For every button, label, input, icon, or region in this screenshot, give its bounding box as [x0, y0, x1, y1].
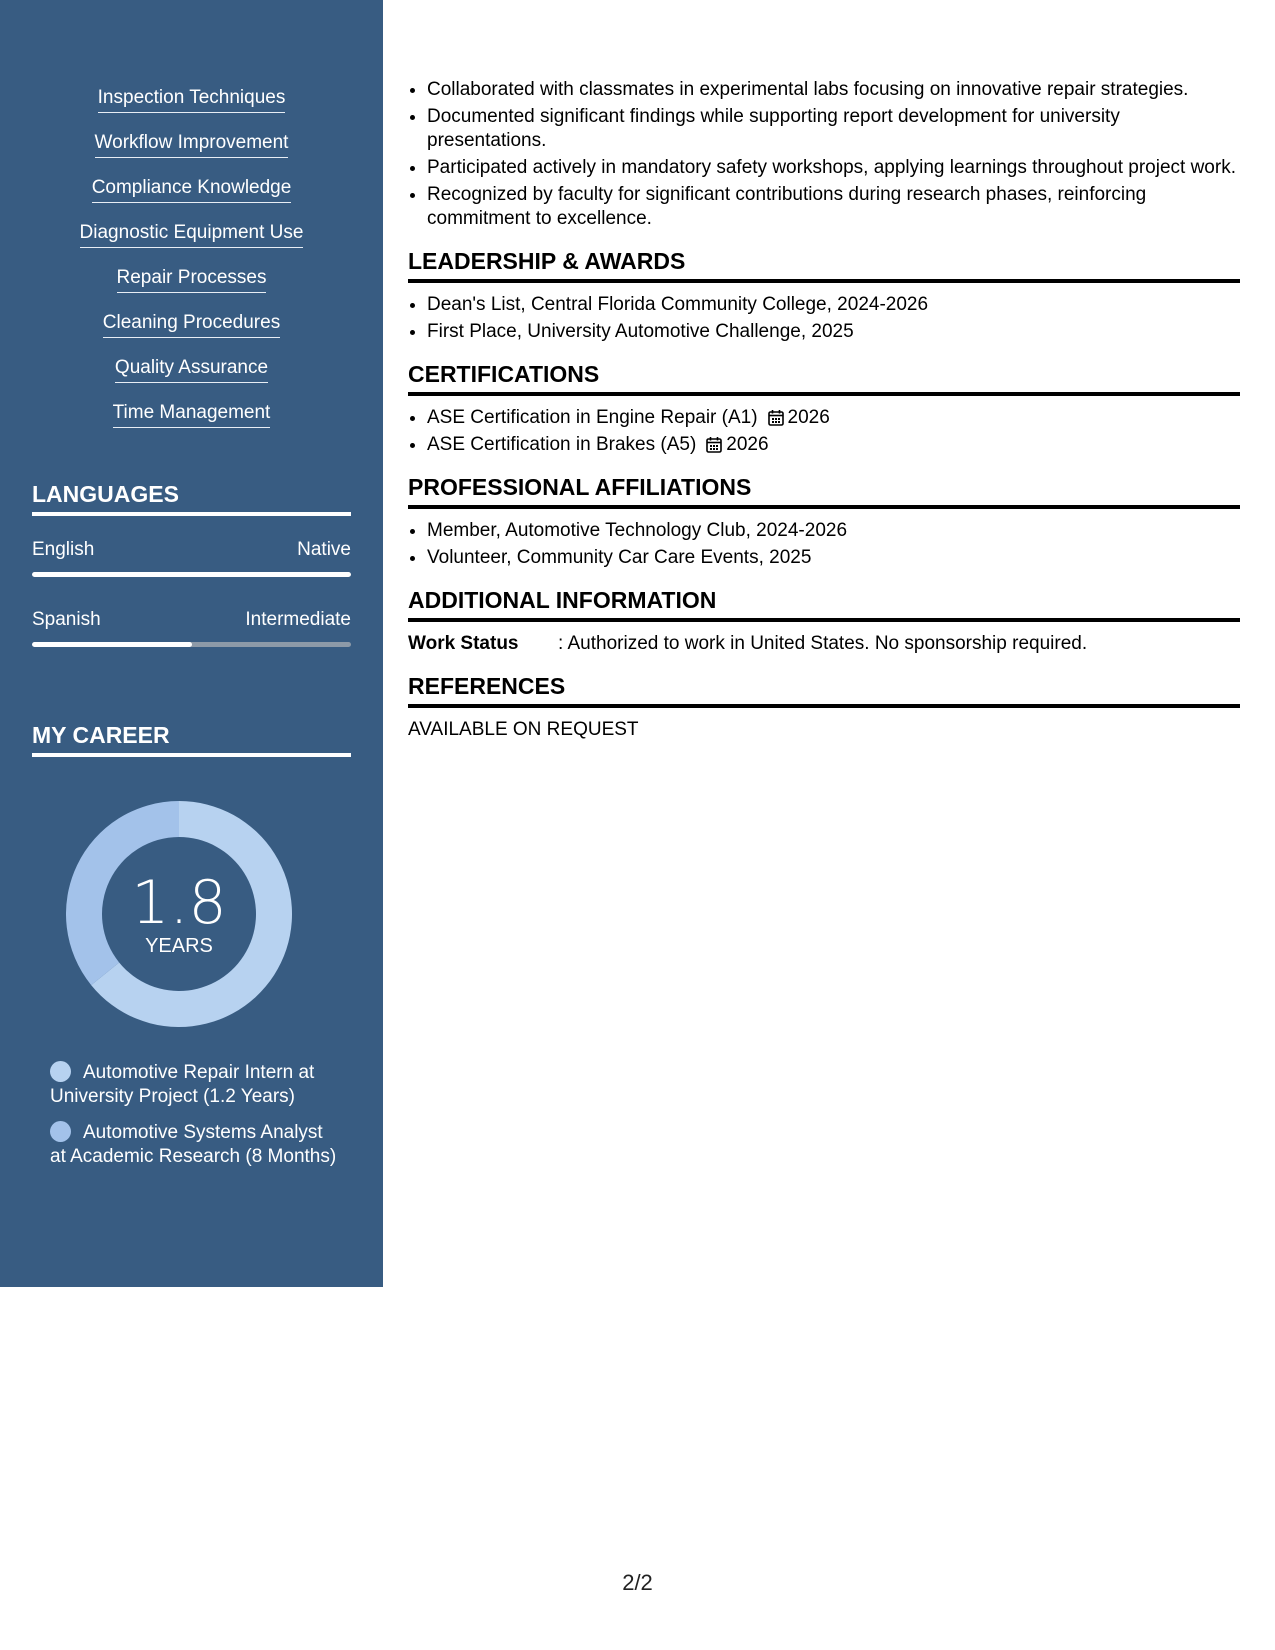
- section-heading-certifications: CERTIFICATIONS: [408, 360, 1240, 396]
- work-status-row: [408, 632, 1240, 656]
- skill-item: [0, 311, 383, 356]
- skill-item: [0, 401, 383, 446]
- certification-name: ASE Certification in Engine Repair (A1): [427, 407, 758, 428]
- skill-item: [0, 86, 383, 131]
- list-item: • Participated actively in mandatory safety workshops, applying learnings throughout project work.: [427, 156, 1240, 180]
- career-legend: [50, 1061, 340, 1181]
- language-item-english: [32, 538, 351, 577]
- career-total-years: 1.8: [131, 868, 227, 938]
- sidebar: [0, 0, 383, 1287]
- skills-list: [0, 86, 383, 446]
- skill-label: Compliance Knowledge: [92, 176, 292, 203]
- certification-name: ASE Certification in Brakes (A5): [427, 434, 697, 455]
- section-heading-affiliations: PROFESSIONAL AFFILIATIONS: [408, 473, 1240, 509]
- skill-item: [0, 356, 383, 401]
- language-name: English: [32, 539, 95, 560]
- list-item: • Recognized by faculty for significant contributions during research phases, reinforcing commitment to excellence.: [427, 183, 1240, 231]
- languages-heading: LANGUAGES: [32, 480, 351, 516]
- page-indicator: 2/2: [622, 1570, 653, 1595]
- experience-bullets: [408, 78, 1240, 231]
- list-item: • Collaborated with classmates in experimental labs focusing on innovative repair strategies.: [427, 78, 1240, 102]
- references-text: AVAILABLE ON REQUEST: [408, 719, 639, 740]
- career-legend-item: [50, 1121, 340, 1169]
- skill-label: Diagnostic Equipment Use: [80, 221, 304, 248]
- language-level: Native: [297, 539, 351, 560]
- calendar-icon: [706, 436, 722, 453]
- career-donut-chart: [66, 801, 292, 1027]
- main-content: [408, 78, 1240, 742]
- section-heading-awards: LEADERSHIP & AWARDS: [408, 247, 1240, 283]
- language-proficiency-bar: [32, 642, 351, 647]
- skill-label: Inspection Techniques: [98, 86, 286, 113]
- awards-list: [408, 293, 1240, 344]
- affiliations-list: [408, 519, 1240, 570]
- language-level: Intermediate: [245, 609, 351, 630]
- certification-year: 2026: [787, 407, 830, 428]
- list-item: • First Place, University Automotive Challenge, 2025: [427, 320, 1240, 344]
- list-item: • Dean's List, Central Florida Community College, 2024-2026: [427, 293, 1240, 317]
- circle-dot-icon: [50, 1121, 71, 1142]
- circle-dot-icon: [50, 1061, 71, 1082]
- list-item: • Member, Automotive Technology Club, 2024-2026: [427, 519, 1240, 543]
- skill-label: Time Management: [113, 401, 271, 428]
- career-legend-item: [50, 1061, 340, 1109]
- list-item: [427, 433, 1240, 457]
- skill-label: Workflow Improvement: [95, 131, 289, 158]
- skill-item: [0, 266, 383, 311]
- skill-item: [0, 131, 383, 176]
- career-legend-label: Automotive Systems Analyst at Academic Research (8 Months): [50, 1122, 337, 1167]
- certifications-list: [408, 406, 1240, 457]
- skill-item: [0, 221, 383, 266]
- career-total-unit: YEARS: [145, 935, 213, 957]
- language-proficiency-bar: [32, 572, 351, 577]
- work-status-value: : Authorized to work in United States. No sponsorship required.: [558, 633, 1088, 654]
- section-heading-references: REFERENCES: [408, 672, 1240, 708]
- career-heading: MY CAREER: [32, 721, 351, 757]
- language-proficiency-fill: [32, 642, 192, 647]
- list-item: • Documented significant findings while supporting report development for university presentations.: [427, 105, 1240, 153]
- career-legend-label: Automotive Repair Intern at University Project (1.2 Years): [50, 1062, 315, 1107]
- section-heading-additional: ADDITIONAL INFORMATION: [408, 586, 1240, 622]
- certification-year: 2026: [726, 434, 769, 455]
- calendar-icon: [768, 409, 784, 426]
- list-item: [427, 406, 1240, 430]
- skill-label: Cleaning Procedures: [103, 311, 280, 338]
- language-proficiency-fill: [32, 572, 351, 577]
- language-name: Spanish: [32, 609, 101, 630]
- list-item: • Volunteer, Community Car Care Events, 2025: [427, 546, 1240, 570]
- language-item-spanish: [32, 608, 351, 647]
- skill-item: [0, 176, 383, 221]
- skill-label: Quality Assurance: [115, 356, 268, 383]
- skill-label: Repair Processes: [117, 266, 267, 293]
- work-status-label: Work Status: [408, 633, 519, 654]
